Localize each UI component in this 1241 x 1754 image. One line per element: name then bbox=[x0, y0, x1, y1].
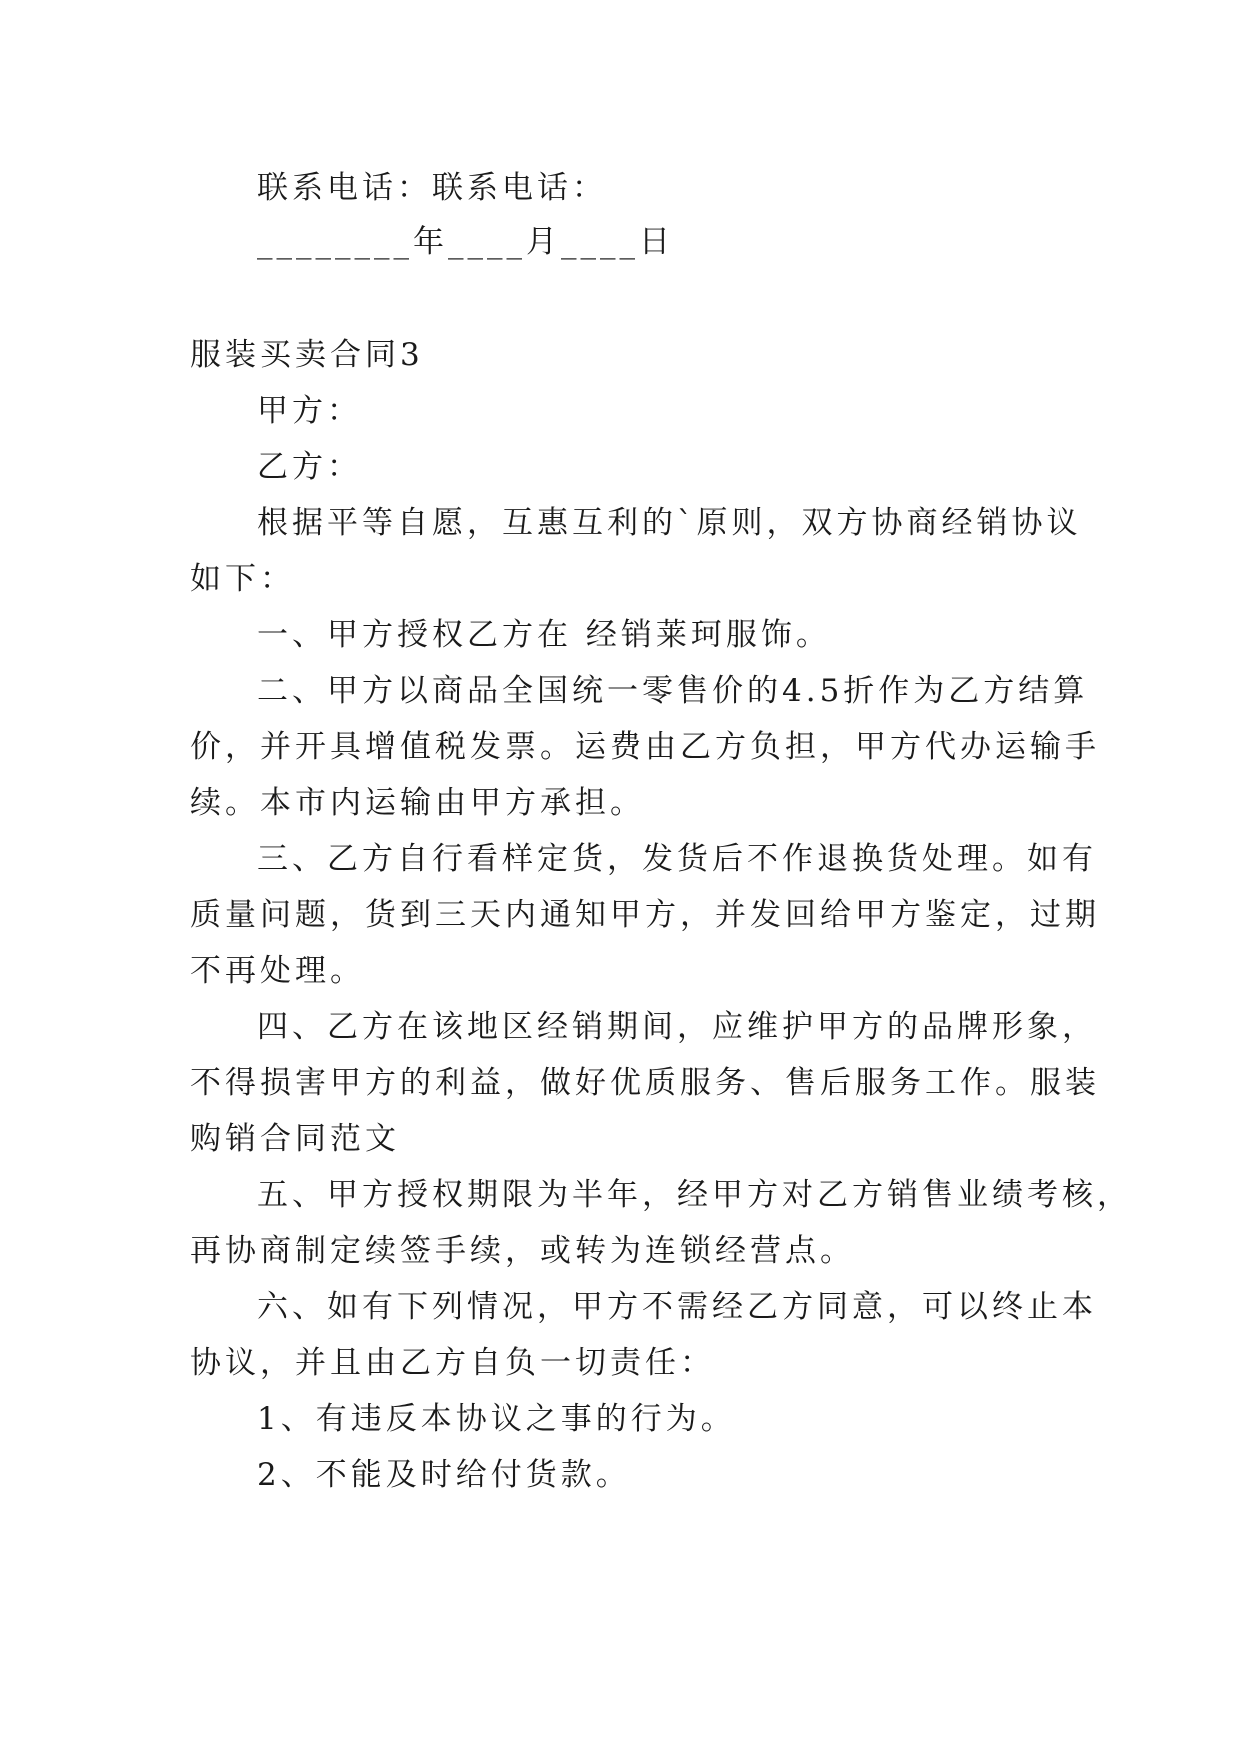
clause-4-line: 购销合同范文 bbox=[190, 1121, 400, 1157]
clause-2-line: 续。本市内运输由甲方承担。 bbox=[190, 785, 645, 821]
paragraph-line: 根据平等自愿，互惠互利的`原则，双方协商经销协议 bbox=[257, 505, 1082, 541]
party-a-line: 甲方： bbox=[257, 393, 362, 429]
clause-4-line: 四、乙方在该地区经销期间，应维护甲方的品牌形象， bbox=[257, 1009, 1097, 1045]
clause-2-line: 二、甲方以商品全国统一零售价的4.5折作为乙方结算 bbox=[257, 673, 1089, 709]
contact-phone-line: 联系电话：联系电话： bbox=[257, 170, 607, 206]
clause-5-line: 再协商制定续签手续，或转为连锁经营点。 bbox=[190, 1233, 855, 1269]
sub-item-2: 2、不能及时给付货款。 bbox=[257, 1457, 631, 1493]
clause-6-line: 六、如有下列情况，甲方不需经乙方同意，可以终止本 bbox=[257, 1289, 1097, 1325]
clause-6-line: 协议，并且由乙方自负一切责任： bbox=[190, 1345, 715, 1381]
party-b-line: 乙方： bbox=[257, 449, 362, 485]
clause-5-line: 五、甲方授权期限为半年，经甲方对乙方销售业绩考核， bbox=[257, 1177, 1132, 1213]
clause-2-line: 价，并开具增值税发票。运费由乙方负担，甲方代办运输手 bbox=[190, 729, 1100, 765]
sub-item-1: 1、有违反本协议之事的行为。 bbox=[257, 1401, 736, 1437]
clause-3-line: 质量问题，货到三天内通知甲方，并发回给甲方鉴定，过期 bbox=[190, 897, 1100, 933]
contract-title: 服装买卖合同3 bbox=[190, 337, 424, 373]
clause-1: 一、甲方授权乙方在 经销莱珂服饰。 bbox=[257, 617, 831, 653]
paragraph-line: 如下： bbox=[190, 561, 295, 597]
clause-4-line: 不得损害甲方的利益，做好优质服务、售后服务工作。服装 bbox=[190, 1065, 1100, 1101]
clause-3-line: 三、乙方自行看样定货，发货后不作退换货处理。如有 bbox=[257, 841, 1097, 877]
clause-3-line: 不再处理。 bbox=[190, 953, 365, 989]
date-line: ________年____月____日 bbox=[257, 224, 674, 260]
